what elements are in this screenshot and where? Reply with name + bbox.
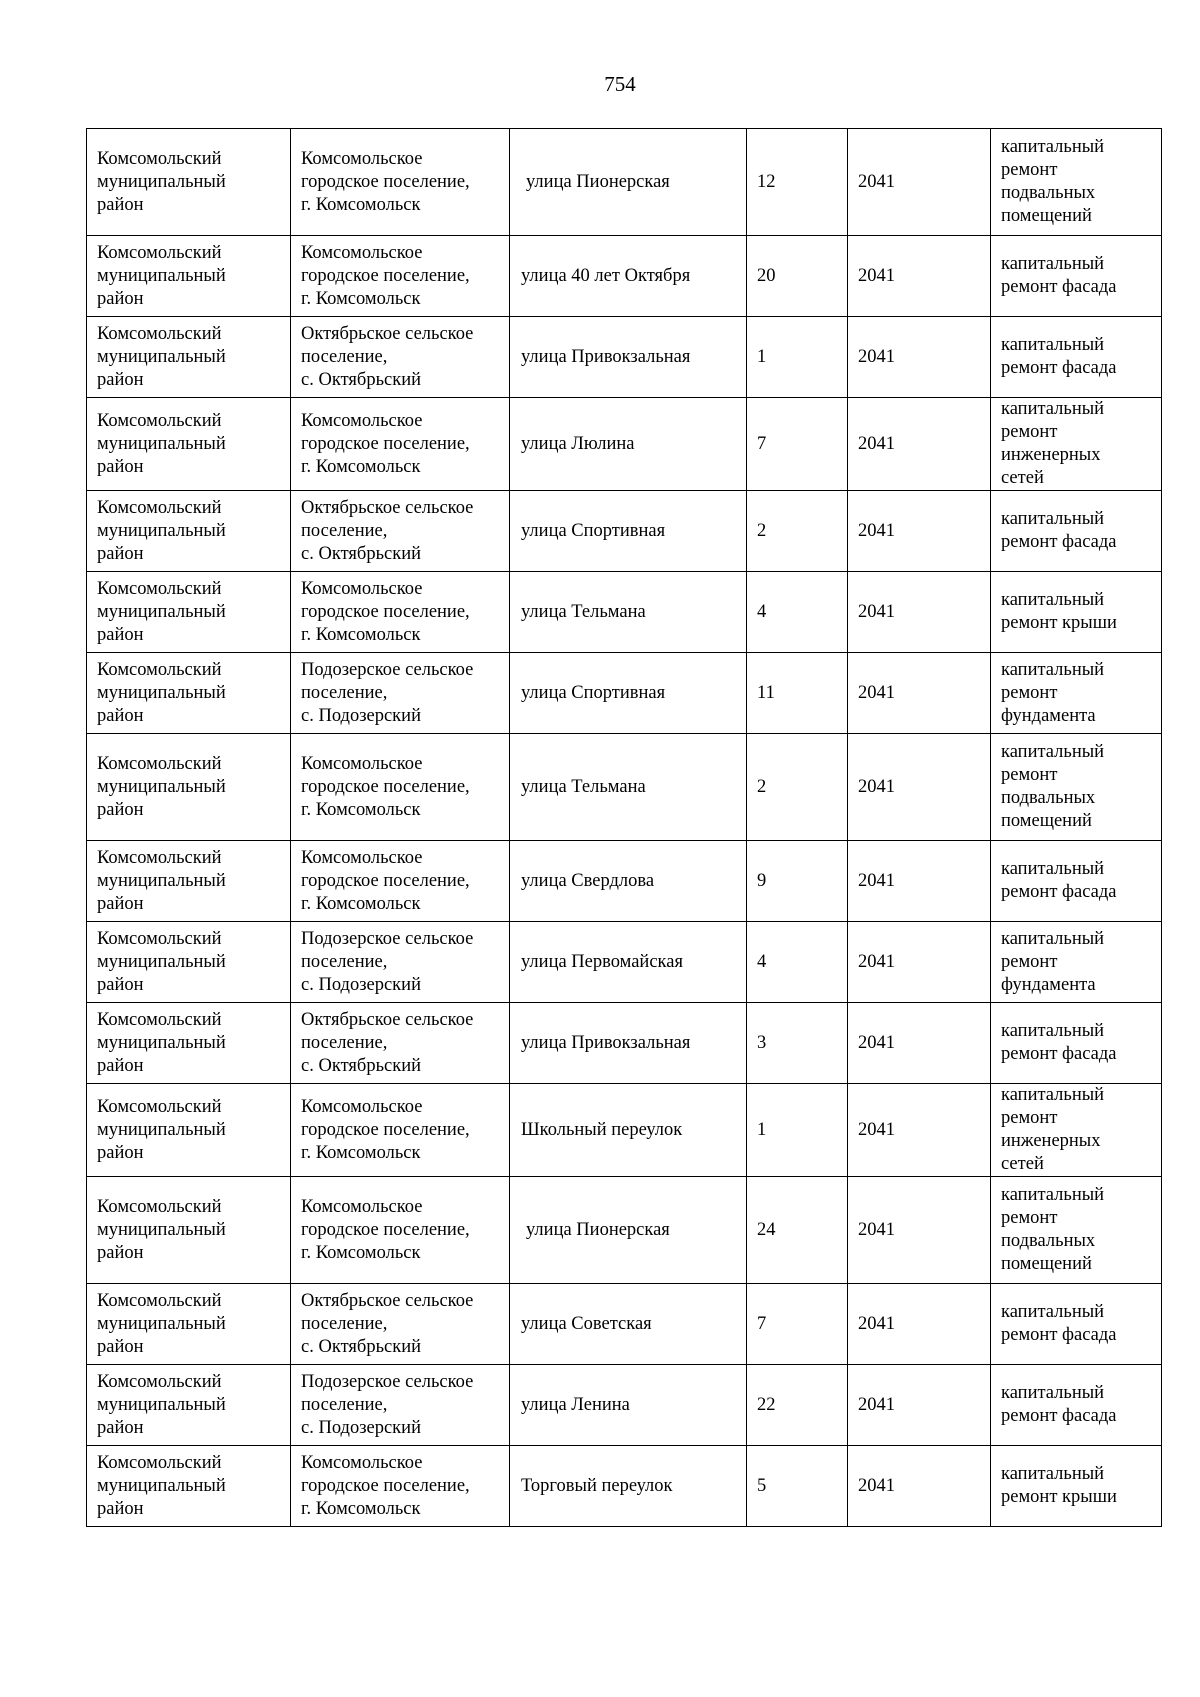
year-cell: 2041 (848, 1177, 991, 1284)
district-cell: Комсомольский муниципальный район (87, 922, 291, 1003)
table-row (87, 1003, 1162, 1084)
house-number-cell: 2 (747, 734, 848, 841)
year-cell: 2041 (848, 129, 991, 236)
settlement-cell: Комсомольское городское поселение, г. Комсомольск (291, 734, 510, 841)
settlement-cell: Комсомольское городское поселение, г. Комсомольск (291, 1177, 510, 1284)
settlement-cell: Октябрьское сельское поселение, с. Октябрьский (291, 491, 510, 572)
settlement-cell: Комсомольское городское поселение, г. Комсомольск (291, 129, 510, 236)
table-row (87, 1177, 1162, 1284)
work-type-cell: капитальный ремонт фасада (991, 1365, 1162, 1446)
settlement-cell: Комсомольское городское поселение, г. Комсомольск (291, 1446, 510, 1527)
settlement-cell: Подозерское сельское поселение, с. Подозерский (291, 922, 510, 1003)
house-number-cell: 1 (747, 1084, 848, 1177)
street-cell: улица Советская (510, 1284, 747, 1365)
year-cell: 2041 (848, 1084, 991, 1177)
repair-schedule-table (86, 128, 1162, 1527)
street-cell: Торговый переулок (510, 1446, 747, 1527)
street-cell: улица Привокзальная (510, 1003, 747, 1084)
table-row (87, 653, 1162, 734)
house-number-cell: 22 (747, 1365, 848, 1446)
street-cell: Школьный переулок (510, 1084, 747, 1177)
settlement-cell: Комсомольское городское поселение, г. Комсомольск (291, 1084, 510, 1177)
table-row (87, 841, 1162, 922)
table-row (87, 1284, 1162, 1365)
street-cell: улица Свердлова (510, 841, 747, 922)
district-cell: Комсомольский муниципальный район (87, 236, 291, 317)
table-row (87, 129, 1162, 236)
year-cell: 2041 (848, 1003, 991, 1084)
district-cell: Комсомольский муниципальный район (87, 653, 291, 734)
house-number-cell: 1 (747, 317, 848, 398)
table-row (87, 491, 1162, 572)
district-cell: Комсомольский муниципальный район (87, 841, 291, 922)
street-cell: улица Люлина (510, 398, 747, 491)
street-cell: улица Ленина (510, 1365, 747, 1446)
year-cell: 2041 (848, 1284, 991, 1365)
table-row (87, 734, 1162, 841)
settlement-cell: Октябрьское сельское поселение, с. Октябрьский (291, 317, 510, 398)
page-number: 754 (604, 72, 636, 96)
work-type-cell: капитальный ремонт инженерных сетей (991, 1084, 1162, 1177)
house-number-cell: 4 (747, 922, 848, 1003)
year-cell: 2041 (848, 572, 991, 653)
table-row (87, 1446, 1162, 1527)
house-number-cell: 2 (747, 491, 848, 572)
table-row (87, 317, 1162, 398)
street-cell: улица 40 лет Октября (510, 236, 747, 317)
work-type-cell: капитальный ремонт крыши (991, 1446, 1162, 1527)
house-number-cell: 11 (747, 653, 848, 734)
work-type-cell: капитальный ремонт фасада (991, 1284, 1162, 1365)
table-row (87, 1084, 1162, 1177)
district-cell: Комсомольский муниципальный район (87, 572, 291, 653)
work-type-cell: капитальный ремонт фасада (991, 317, 1162, 398)
house-number-cell: 3 (747, 1003, 848, 1084)
house-number-cell: 9 (747, 841, 848, 922)
street-cell: улица Тельмана (510, 572, 747, 653)
street-cell: улица Спортивная (510, 653, 747, 734)
work-type-cell: капитальный ремонт инженерных сетей (991, 398, 1162, 491)
settlement-cell: Комсомольское городское поселение, г. Комсомольск (291, 572, 510, 653)
year-cell: 2041 (848, 398, 991, 491)
settlement-cell: Подозерское сельское поселение, с. Подозерский (291, 1365, 510, 1446)
district-cell: Комсомольский муниципальный район (87, 491, 291, 572)
district-cell: Комсомольский муниципальный район (87, 1003, 291, 1084)
year-cell: 2041 (848, 1365, 991, 1446)
year-cell: 2041 (848, 491, 991, 572)
street-cell: улица Спортивная (510, 491, 747, 572)
street-cell: улица Привокзальная (510, 317, 747, 398)
work-type-cell: капитальный ремонт крыши (991, 572, 1162, 653)
district-cell: Комсомольский муниципальный район (87, 129, 291, 236)
year-cell: 2041 (848, 653, 991, 734)
street-cell: улица Тельмана (510, 734, 747, 841)
table-row (87, 922, 1162, 1003)
district-cell: Комсомольский муниципальный район (87, 1177, 291, 1284)
house-number-cell: 7 (747, 398, 848, 491)
table-row (87, 572, 1162, 653)
settlement-cell: Комсомольское городское поселение, г. Комсомольск (291, 236, 510, 317)
year-cell: 2041 (848, 841, 991, 922)
work-type-cell: капитальный ремонт подвальных помещений (991, 129, 1162, 236)
house-number-cell: 20 (747, 236, 848, 317)
house-number-cell: 4 (747, 572, 848, 653)
settlement-cell: Комсомольское городское поселение, г. Комсомольск (291, 841, 510, 922)
year-cell: 2041 (848, 734, 991, 841)
work-type-cell: капитальный ремонт фасада (991, 841, 1162, 922)
year-cell: 2041 (848, 922, 991, 1003)
settlement-cell: Комсомольское городское поселение, г. Комсомольск (291, 398, 510, 491)
settlement-cell: Подозерское сельское поселение, с. Подозерский (291, 653, 510, 734)
year-cell: 2041 (848, 1446, 991, 1527)
house-number-cell: 24 (747, 1177, 848, 1284)
street-cell: улица Пионерская (510, 129, 747, 236)
table-row (87, 236, 1162, 317)
house-number-cell: 7 (747, 1284, 848, 1365)
table-row (87, 398, 1162, 491)
work-type-cell: капитальный ремонт фундамента (991, 653, 1162, 734)
house-number-cell: 5 (747, 1446, 848, 1527)
settlement-cell: Октябрьское сельское поселение, с. Октябрьский (291, 1284, 510, 1365)
work-type-cell: капитальный ремонт фундамента (991, 922, 1162, 1003)
settlement-cell: Октябрьское сельское поселение, с. Октябрьский (291, 1003, 510, 1084)
district-cell: Комсомольский муниципальный район (87, 734, 291, 841)
district-cell: Комсомольский муниципальный район (87, 1365, 291, 1446)
work-type-cell: капитальный ремонт фасада (991, 1003, 1162, 1084)
table-row (87, 1365, 1162, 1446)
work-type-cell: капитальный ремонт фасада (991, 236, 1162, 317)
street-cell: улица Первомайская (510, 922, 747, 1003)
work-type-cell: капитальный ремонт подвальных помещений (991, 734, 1162, 841)
district-cell: Комсомольский муниципальный район (87, 317, 291, 398)
work-type-cell: капитальный ремонт подвальных помещений (991, 1177, 1162, 1284)
street-cell: улица Пионерская (510, 1177, 747, 1284)
year-cell: 2041 (848, 236, 991, 317)
district-cell: Комсомольский муниципальный район (87, 1284, 291, 1365)
district-cell: Комсомольский муниципальный район (87, 1446, 291, 1527)
year-cell: 2041 (848, 317, 991, 398)
work-type-cell: капитальный ремонт фасада (991, 491, 1162, 572)
district-cell: Комсомольский муниципальный район (87, 1084, 291, 1177)
house-number-cell: 12 (747, 129, 848, 236)
district-cell: Комсомольский муниципальный район (87, 398, 291, 491)
